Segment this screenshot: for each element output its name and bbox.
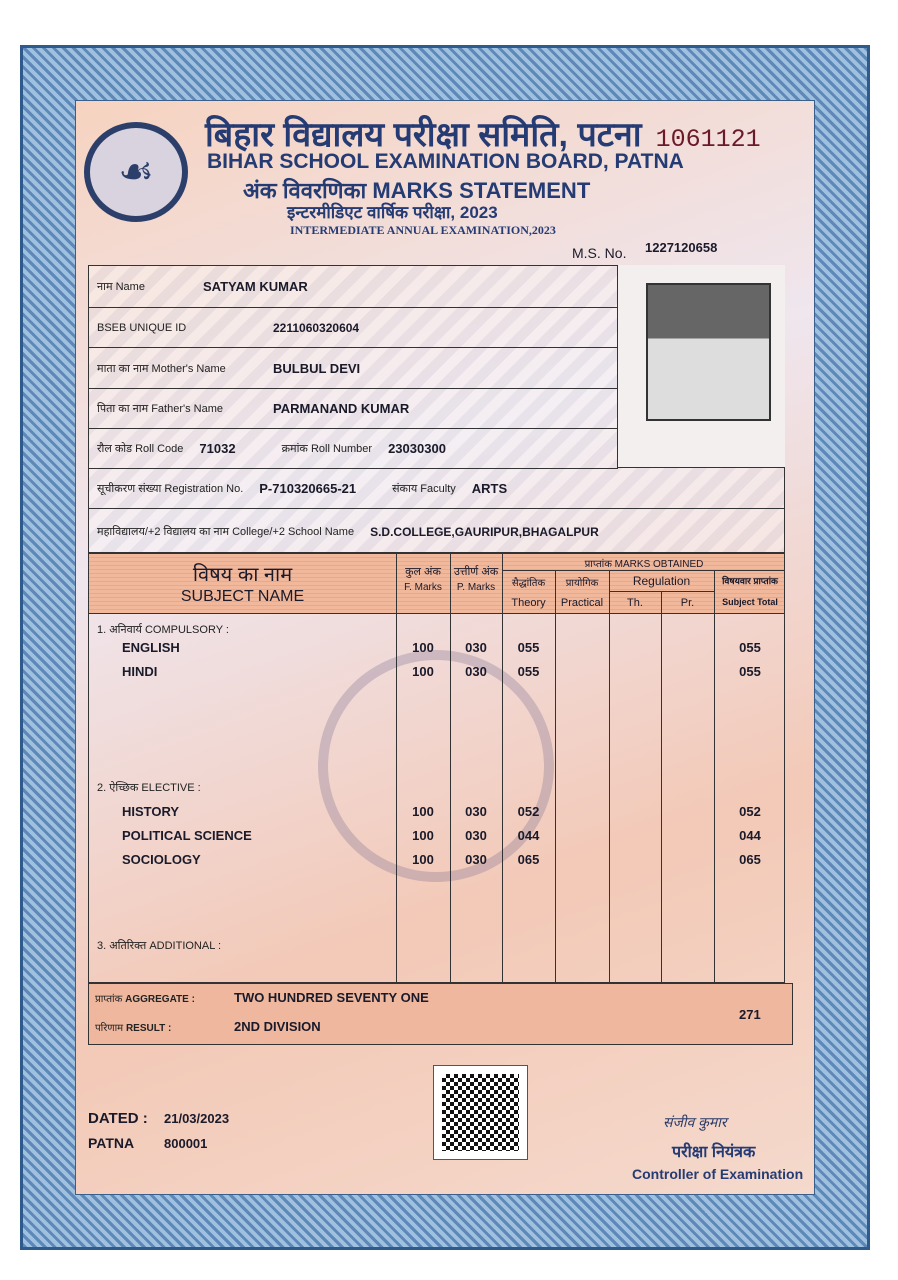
exam-title-english: INTERMEDIATE ANNUAL EXAMINATION,2023 — [290, 223, 556, 237]
student-photo — [617, 265, 785, 468]
aggregate-box — [88, 983, 793, 1045]
pass-marks: 030 — [465, 804, 487, 819]
controller-title-hindi: परीक्षा नियंत्रक — [672, 1144, 756, 1161]
subject-total: 044 — [739, 828, 761, 843]
theory-marks: 055 — [517, 640, 540, 655]
fmarks-header-hindi: कुल अंक — [405, 566, 441, 578]
regulation-header: Regulation — [632, 574, 691, 588]
full-marks: 100 — [412, 664, 434, 679]
bseb-logo-icon: ☙ — [84, 122, 188, 222]
controller-title-english: Controller of Examination — [632, 1166, 804, 1182]
document-title-hindi: अंक विवरणिका — [243, 178, 367, 203]
subject-total: 065 — [739, 852, 761, 867]
result-value: 2ND DIVISION — [234, 1019, 321, 1034]
board-title-english: BIHAR SCHOOL EXAMINATION BOARD, PATNA — [207, 150, 684, 173]
subject-header-english: SUBJECT NAME — [180, 588, 305, 605]
document-title-english: MARKS STATEMENT — [372, 178, 591, 203]
marks-table — [88, 553, 785, 983]
theory-marks: 052 — [517, 804, 540, 819]
roll-number-label: क्रमांक Roll Number — [281, 443, 373, 455]
faculty: ARTS — [471, 481, 508, 496]
faculty-label: संकाय Faculty — [392, 483, 456, 495]
mother-label: माता का नाम Mother's Name — [97, 362, 226, 375]
roll-code: 71032 — [199, 441, 236, 456]
aggregate-words: TWO HUNDRED SEVENTY ONE — [234, 990, 429, 1005]
board-title-hindi: बिहार विद्यालय परीक्षा समिति, पटना — [205, 116, 642, 154]
full-marks: 100 — [412, 828, 434, 843]
theory-marks: 055 — [517, 664, 540, 679]
result-label — [95, 1020, 220, 1034]
college-name: S.D.COLLEGE,GAURIPUR,BHAGALPUR — [370, 524, 599, 539]
regulation-th-header: Th. — [627, 597, 643, 609]
practical-header: Practical — [560, 597, 604, 609]
student-name: SATYAM KUMAR — [203, 279, 308, 294]
ms-no-value: 1227120658 — [645, 240, 718, 255]
unique-id: 2211060320604 — [273, 320, 360, 335]
college-label: महाविद्यालय/+2 विद्यालय का नाम College/+2 School Name — [97, 526, 355, 538]
photo-image — [646, 283, 771, 421]
issue-date: 21/03/2023 — [164, 1111, 230, 1126]
serial-number: 1061121 — [655, 125, 761, 154]
mother-name: BULBUL DEVI — [273, 360, 361, 376]
subject-total: 052 — [739, 804, 761, 819]
marks-table-header — [89, 554, 784, 614]
qr-code-icon — [433, 1065, 528, 1160]
subject-name: HINDI — [122, 664, 158, 679]
subject-total: 055 — [739, 640, 761, 655]
full-marks: 100 — [412, 852, 434, 867]
name-label: नाम Name — [97, 281, 145, 293]
subject-total-header-hindi: विषयवार प्राप्तांक — [722, 576, 778, 586]
subject-name: POLITICAL SCIENCE — [122, 828, 252, 843]
full-marks: 100 — [412, 804, 434, 819]
elective-section-label: 2. ऐच्छिक ELECTIVE : — [97, 782, 201, 794]
signature: संजीव कुमार — [663, 1114, 727, 1130]
pmarks-header-hindi: उत्तीर्ण अंक — [453, 566, 499, 578]
marks-obtained-header: प्राप्तांक MARKS OBTAINED — [584, 559, 704, 570]
theory-header-hindi: सैद्धांतिक — [511, 578, 546, 589]
practical-header-hindi: प्रायोगिक — [565, 578, 599, 589]
theory-marks: 044 — [517, 828, 540, 843]
aggregate-label-hindi: प्राप्तांक — [95, 993, 123, 1005]
place: PATNA — [88, 1135, 135, 1151]
father-name: PARMANAND KUMAR — [273, 401, 410, 416]
compulsory-section-label: 1. अनिवार्य COMPULSORY : — [97, 624, 229, 636]
subject-header-hindi: विषय का नाम — [192, 564, 293, 586]
subject-name: SOCIOLOGY — [122, 852, 201, 867]
exam-title-hindi: इन्टरमीडिएट वार्षिक परीक्षा, 2023 — [287, 203, 498, 222]
result-label-english: RESULT : — [125, 1022, 172, 1034]
full-marks: 100 — [412, 640, 434, 655]
additional-section-label: 3. अतिरिक्त ADDITIONAL : — [97, 940, 222, 952]
registration-label: सूचीकरण संख्या Registration No. — [97, 483, 244, 495]
aggregate-label-english: AGGREGATE : — [125, 993, 195, 1005]
registration-number: P-710320665-21 — [259, 481, 357, 496]
subject-name: ENGLISH — [122, 640, 180, 655]
pass-marks: 030 — [465, 640, 487, 655]
regulation-pr-header: Pr. — [680, 597, 695, 609]
theory-header: Theory — [511, 597, 546, 609]
subject-name: HISTORY — [122, 804, 180, 819]
ms-no-label: M.S. No. — [572, 245, 627, 261]
dated-label: DATED : — [88, 1110, 148, 1127]
subject-total-header: Subject Total — [722, 597, 778, 607]
uid-label: BSEB UNIQUE ID — [97, 321, 187, 334]
result-label-hindi: परिणाम — [95, 1022, 124, 1034]
pass-marks: 030 — [465, 664, 487, 679]
roll-code-label: रौल कोड Roll Code — [97, 443, 184, 455]
pmarks-header: P. Marks — [456, 582, 496, 593]
roll-number: 23030300 — [388, 441, 446, 456]
fmarks-header: F. Marks — [404, 582, 442, 593]
aggregate-total: 271 — [739, 1007, 761, 1022]
father-label: पिता का नाम Father's Name — [97, 403, 224, 415]
pass-marks: 030 — [465, 852, 487, 867]
pass-marks: 030 — [465, 828, 487, 843]
subject-total: 055 — [739, 664, 761, 679]
theory-marks: 065 — [517, 852, 540, 867]
pin-code: 800001 — [164, 1136, 208, 1151]
aggregate-label — [95, 991, 220, 1005]
